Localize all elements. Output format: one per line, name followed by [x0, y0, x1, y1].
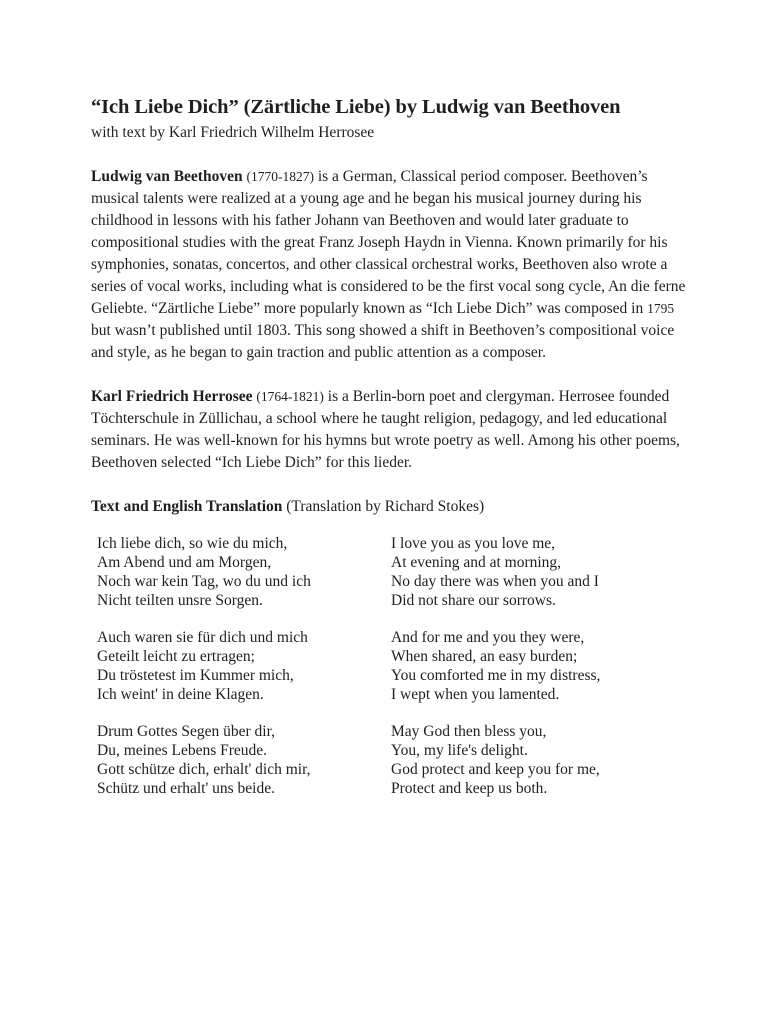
poem-line: Drum Gottes Segen über dir, [97, 722, 276, 740]
poem-line: Ich weint' in deine Klagen. [97, 685, 264, 703]
poem-line: Noch war kein Tag, wo du und ich [97, 572, 311, 590]
german-stanza [97, 628, 311, 704]
translation-heading [91, 496, 691, 518]
poem-line: You comforted me in my distress, [391, 666, 601, 684]
english-stanza [391, 628, 600, 704]
poem-line: Gott schütze dich, erhalt' dich mir, [97, 760, 311, 778]
english-translation-column [391, 534, 600, 816]
german-stanza [97, 534, 311, 610]
poem-line: Nicht teilten unsre Sorgen. [97, 591, 263, 609]
poem-line: Auch waren sie für dich und mich [97, 628, 308, 646]
english-stanza [391, 534, 600, 610]
page-subtitle: with text by Karl Friedrich Wilhelm Herrosee [91, 124, 375, 141]
poem-line: Du, meines Lebens Freude. [97, 741, 268, 759]
poem-line: Am Abend und am Morgen, [97, 553, 272, 571]
poem-line: Protect and keep us both. [391, 779, 548, 797]
poem-line: I wept when you lamented. [391, 685, 560, 703]
herrosee-bio: is a Berlin-born poet and clergyman. Herrosee founded Töchterschule in Züllichau, a school where he taught religion, pedagogy, and led educational seminars. He was well-known for his hymns but wrote poetry as well. Among his other poems, Beethoven selected “Ich Liebe Dich” for this lieder. [91, 388, 680, 471]
poem-line: Geteilt leicht zu ertragen; [97, 647, 255, 665]
beethoven-bio: is a German, Classical period composer. Beethoven’s musical talents were realized at a young age and he began his musical journey during his childhood in lessons with his father Johann van Beethoven and would later graduate to compositional studies with the great Franz Joseph Haydn in Vienna. Known primarily for his symphonies, sonatas, concertos, and other classical orchestral works, Beethoven also wrote a series of vocal works, including what is considered to be the first vocal song cycle, An die ferne Geliebte. “Zärtliche Liebe” more popularly known as “Ich Liebe Dich” was composed in [91, 168, 686, 317]
poem-line: Du tröstetest im Kummer mich, [97, 666, 294, 684]
poem-line: Schütz und erhalt' uns beide. [97, 779, 275, 797]
translation-credit: (Translation by Richard Stokes) [282, 498, 485, 515]
translation-title: Text and English Translation [91, 498, 283, 515]
poem-line: You, my life's delight. [391, 741, 528, 759]
english-stanza [391, 722, 600, 798]
beethoven-paragraph [91, 166, 687, 364]
poem-line: Did not share our sorrows. [391, 591, 556, 609]
poem-line: No day there was when you and I [391, 572, 599, 590]
poem-line: May God then bless you, [391, 722, 547, 740]
beethoven-bio-end: but wasn’t published until 1803. This song showed a shift in Beethoven’s compositional voice and style, as he began to gain traction and public attention as a composer. [91, 322, 675, 361]
poem-line: Ich liebe dich, so wie du mich, [97, 534, 288, 552]
poem-line: And for me and you they were, [391, 628, 585, 646]
herrosee-dates: (1764-1821) [256, 389, 324, 404]
page-title: “Ich Liebe Dich” (Zärtliche Liebe) by Ludwig van Beethoven [91, 96, 621, 118]
german-stanza [97, 722, 311, 798]
beethoven-year-composed: 1795 [647, 301, 675, 316]
poem-line: When shared, an easy burden; [391, 647, 578, 665]
document-page [91, 92, 691, 797]
german-text-column [97, 534, 311, 816]
poem-line: I love you as you love me, [391, 534, 556, 552]
herrosee-name: Karl Friedrich Herrosee [91, 388, 253, 405]
beethoven-name: Ludwig van Beethoven [91, 168, 243, 185]
herrosee-paragraph [91, 386, 687, 474]
poem-line: At evening and at morning, [391, 553, 562, 571]
beethoven-dates: (1770-1827) [246, 169, 314, 184]
poem-line: God protect and keep you for me, [391, 760, 600, 778]
